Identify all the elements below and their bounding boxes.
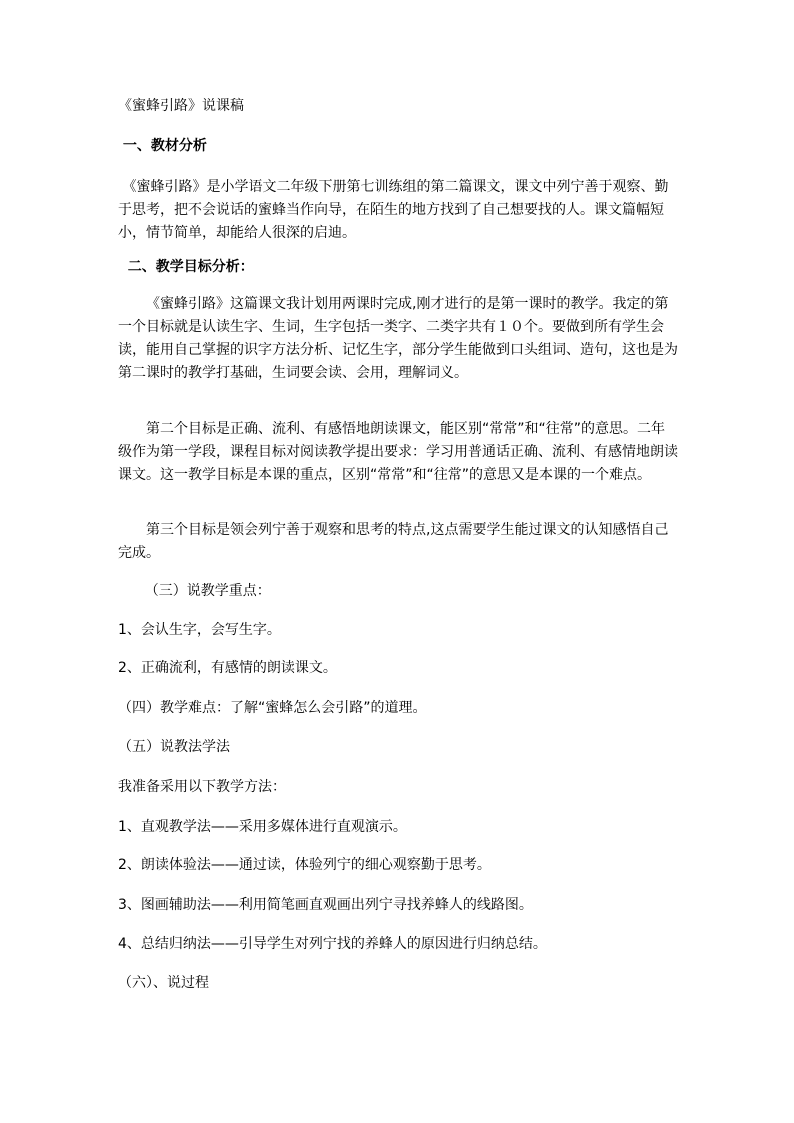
methods-intro: 我准备采用以下教学方法：	[118, 779, 286, 795]
document-title: 《蜜蜂引路》说课稿	[118, 98, 244, 114]
key-point-item: 1、会认生字，会写生字。	[118, 622, 281, 638]
section-difficulty: （四）教学难点：了解“蜜蜂怎么会引路”的道理。	[118, 700, 427, 716]
section-heading-process: （六）、说过程	[118, 975, 209, 991]
section-heading-key-points: （三）说教学重点：	[118, 583, 271, 599]
method-item: 4、总结归纳法——引导学生对列宁找的养蜂人的原因进行归纳总结。	[118, 936, 547, 952]
goal-paragraph-3: 第三个目标是领会列宁善于观察和思考的特点,这点需要学生能过课文的认知感悟自己完成。	[118, 522, 669, 561]
section-heading-material-analysis: 一、教材分析	[118, 138, 207, 154]
method-item: 2、朗读体验法——通过读，体验列宁的细心观察勤于思考。	[118, 857, 491, 873]
material-analysis-paragraph: 《蜜蜂引路》是小学语文二年级下册第七训练组的第二篇课文，课文中列宁善于观察、勤于思考，把不会说话的蜜蜂当作向导，在陌生的地方找到了自己想要找的人。课文篇幅短小，情节简单，却能给人很深的启迪。	[118, 179, 669, 241]
goal-paragraph-1: 《蜜蜂引路》这篇课文我计划用两课时完成,刚才进行的是第一课时的教学。我定的第一个目标就是认读生字、生词，生字包括一类字、二类字共有１０个。要做到所有学生会读，能用自己掌握的识字方法分析、记忆生字，部分学生能做到口头组词、造句，这也是为第二课时的教学打基础，生词要会读、会用，理解词义。	[118, 296, 678, 381]
method-item: 1、直观教学法——采用多媒体进行直观演示。	[118, 819, 407, 835]
goal-paragraph-2: 第二个目标是正确、流利、有感悟地朗读课文，能区别“常常”和“往常”的意思。二年级作为第一学段，课程目标对阅读教学提出要求：学习用普通话正确、流利、有感情地朗读课文。这一教学目标是本课的重点，区别“常常”和“往常”的意思又是本课的一个难点。	[118, 421, 678, 483]
method-item: 3、图画辅助法——利用简笔画直观画出列宁寻找养蜂人的线路图。	[118, 897, 533, 913]
section-heading-goal-analysis: 二、教学目标分析：	[118, 259, 254, 275]
section-heading-methods: （五）说教法学法	[118, 739, 230, 755]
key-point-item: 2、正确流利，有感情的朗读课文。	[118, 660, 337, 676]
